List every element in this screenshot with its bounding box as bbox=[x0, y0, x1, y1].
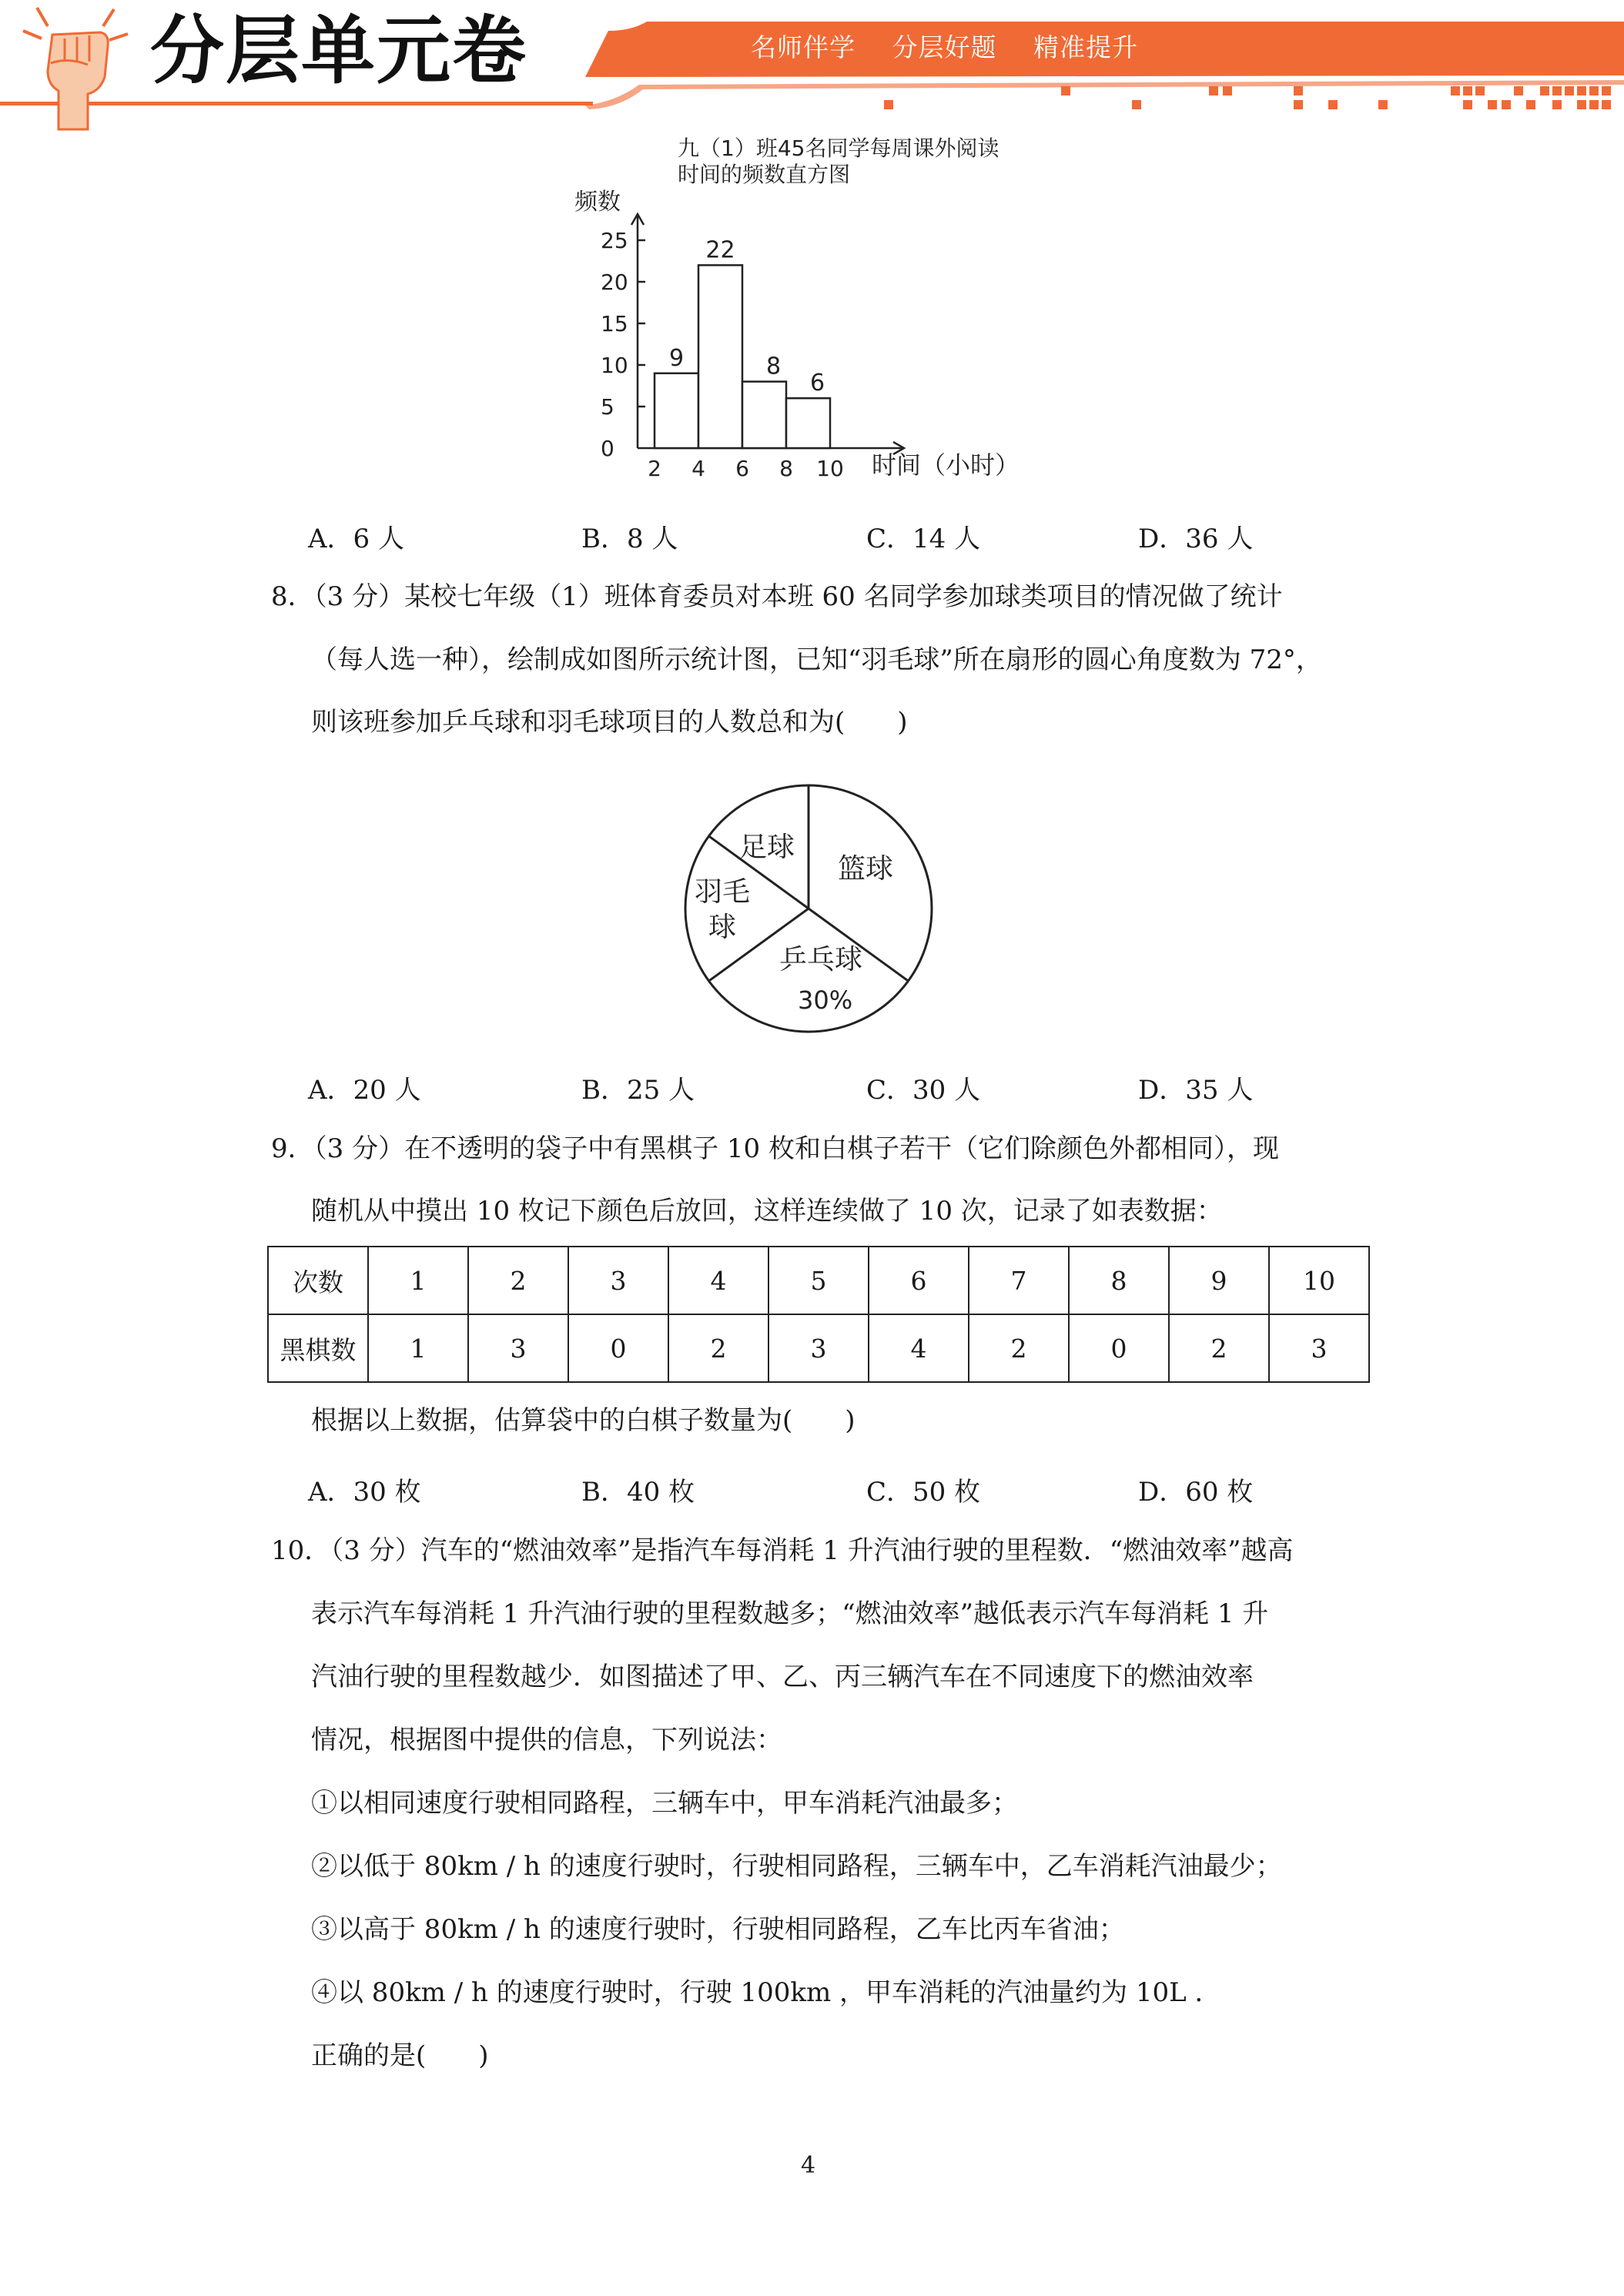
q8-stem-line2: （每人选一种），绘制成如图所示统计图，已知“羽毛球”所在扇形的圆心角度数为 72°， bbox=[311, 644, 1322, 675]
histogram-figure bbox=[570, 132, 1047, 494]
table-cell: 3 bbox=[1269, 1314, 1369, 1382]
q9-stem-line2: 随机从中摸出 10 枚记下颜色后放回，这样连续做了 10 次，记录了如表数据： bbox=[311, 1196, 1223, 1227]
q9-stem-line1: 9．（3 分）在不透明的袋子中有黑棋子 10 枚和白棋子若干（它们除颜色外都相同），现 bbox=[271, 1133, 1279, 1164]
q9-after-table: 根据以上数据，估算袋中的白棋子数量为( ) bbox=[311, 1405, 856, 1436]
page-number: 4 bbox=[801, 2152, 816, 2179]
histogram-bar-label: 22 bbox=[705, 236, 735, 264]
brand-title: 分层单元卷 bbox=[150, 8, 527, 94]
q8-option-a[interactable]: A．20 人 bbox=[308, 1075, 421, 1106]
histogram-ytick-label: 20 bbox=[601, 269, 628, 295]
q7-option-a[interactable]: A．6 人 bbox=[308, 524, 404, 554]
table-row bbox=[268, 1247, 1369, 1314]
histogram-bar bbox=[786, 398, 830, 448]
q9-data-table bbox=[267, 1246, 1370, 1383]
histogram-xtick-label: 2 bbox=[648, 456, 661, 481]
histogram-xtick-label: 4 bbox=[691, 456, 705, 481]
table-cell: 2 bbox=[668, 1314, 768, 1382]
pie-label-basketball: 篮球 bbox=[838, 853, 894, 885]
table-cell: 7 bbox=[969, 1247, 1069, 1314]
table-row-header: 黑棋数 bbox=[268, 1314, 368, 1382]
histogram-xtick-label: 8 bbox=[779, 456, 793, 481]
q7-option-c[interactable]: C．14 人 bbox=[866, 524, 981, 554]
table-cell: 2 bbox=[1169, 1314, 1269, 1382]
histogram-ytick-label: 25 bbox=[601, 228, 628, 253]
fist-logo-icon bbox=[14, 0, 137, 131]
header-slogan bbox=[751, 28, 1166, 64]
pie-label-badminton-1: 羽毛 bbox=[695, 876, 751, 908]
pie-label-badminton-2: 球 bbox=[708, 912, 737, 943]
table-cell: 5 bbox=[768, 1247, 869, 1314]
pie-chart-figure bbox=[678, 778, 939, 1039]
histogram-ytick-label: 0 bbox=[601, 436, 614, 461]
q10-statement-2: ②以低于 80km / h 的速度行驶时，行驶相同路程，三辆车中，乙车消耗汽油最少； bbox=[311, 1851, 1282, 1882]
table-row-header: 次数 bbox=[268, 1247, 368, 1314]
histogram-bar-label: 6 bbox=[809, 370, 825, 397]
slogan-item: 名师伴学 bbox=[751, 32, 856, 62]
pie-label-pingpong-percent: 30% bbox=[798, 986, 853, 1015]
q8-stem-line3: 则该班参加乒乓球和羽毛球项目的人数总和为( ) bbox=[311, 707, 908, 738]
q10-statement-4: ④以 80km / h 的速度行驶时，行驶 100km ，甲车消耗的汽油量约为 10L ． bbox=[311, 1977, 1221, 2008]
table-cell: 3 bbox=[468, 1314, 568, 1382]
q9-option-c[interactable]: C．50 枚 bbox=[866, 1477, 981, 1508]
q8-stem-line1: 8．（3 分）某校七年级（1）班体育委员对本班 60 名同学参加球类项目的情况做了统计 bbox=[271, 581, 1283, 612]
histogram-bar bbox=[742, 382, 786, 448]
histogram-bar bbox=[698, 265, 742, 448]
q9-option-b[interactable]: B．40 枚 bbox=[581, 1477, 695, 1508]
q9-option-a[interactable]: A．30 枚 bbox=[308, 1477, 421, 1508]
histogram-bar-label: 9 bbox=[668, 344, 685, 372]
q8-option-b[interactable]: B．25 人 bbox=[581, 1075, 695, 1106]
table-cell: 1 bbox=[368, 1314, 468, 1382]
table-cell: 0 bbox=[1069, 1314, 1169, 1382]
table-cell: 6 bbox=[869, 1247, 969, 1314]
table-cell: 4 bbox=[869, 1314, 969, 1382]
pie-label-football: 足球 bbox=[739, 832, 795, 863]
table-row bbox=[268, 1314, 1369, 1382]
table-cell: 2 bbox=[969, 1314, 1069, 1382]
table-cell: 3 bbox=[568, 1247, 668, 1314]
q10-stem-line3: 汽油行驶的里程数越少．如图描述了甲、乙、丙三辆汽车在不同速度下的燃油效率 bbox=[311, 1662, 1254, 1692]
q10-stem-line2: 表示汽车每消耗 1 升汽油行驶的里程数越多；“燃油效率”越低表示汽车每消耗 1 升 bbox=[311, 1598, 1269, 1629]
table-cell: 1 bbox=[368, 1247, 468, 1314]
q10-statement-3: ③以高于 80km / h 的速度行驶时，行驶相同路程，乙车比丙车省油； bbox=[311, 1914, 1125, 1945]
q7-option-b[interactable]: B．8 人 bbox=[581, 524, 678, 554]
histogram-title-line2: 时间的频数直方图 bbox=[678, 162, 851, 187]
q9-option-d[interactable]: D．60 枚 bbox=[1138, 1477, 1254, 1508]
q10-stem-line1: 10．（3 分）汽车的“燃油效率”是指汽车每消耗 1 升汽油行驶的里程数．“燃油效率”越高 bbox=[271, 1535, 1294, 1566]
histogram-ytick-label: 10 bbox=[601, 353, 628, 378]
histogram-ytick-label: 15 bbox=[601, 311, 628, 336]
table-cell: 8 bbox=[1069, 1247, 1169, 1314]
q10-answer-prompt: 正确的是( ) bbox=[311, 2040, 489, 2071]
histogram-xlabel: 时间（小时） bbox=[872, 450, 1020, 480]
slogan-item: 分层好题 bbox=[892, 32, 997, 62]
table-cell: 4 bbox=[668, 1247, 768, 1314]
page-header bbox=[0, 0, 1624, 131]
slogan-item: 精准提升 bbox=[1033, 32, 1138, 62]
q10-statement-1: ①以相同速度行驶相同路程，三辆车中，甲车消耗汽油最多； bbox=[311, 1788, 1018, 1819]
table-cell: 2 bbox=[468, 1247, 568, 1314]
histogram-title-line1: 九（1）班45名同学每周课外阅读 bbox=[678, 136, 1000, 161]
histogram-xtick-label: 10 bbox=[816, 456, 844, 481]
table-cell: 3 bbox=[768, 1314, 869, 1382]
table-cell: 9 bbox=[1169, 1247, 1269, 1314]
q8-option-c[interactable]: C．30 人 bbox=[866, 1075, 981, 1106]
histogram-ylabel: 频数 bbox=[574, 189, 621, 216]
histogram-xtick-label: 6 bbox=[735, 456, 749, 481]
q10-stem-line4: 情况，根据图中提供的信息，下列说法： bbox=[311, 1725, 782, 1755]
histogram-bar bbox=[655, 373, 698, 448]
pie-label-pingpong: 乒乓球 bbox=[779, 944, 863, 976]
histogram-bar-label: 8 bbox=[765, 353, 782, 380]
q7-option-d[interactable]: D．36 人 bbox=[1138, 524, 1254, 554]
table-cell: 0 bbox=[568, 1314, 668, 1382]
histogram-ytick-label: 5 bbox=[601, 394, 614, 420]
q8-option-d[interactable]: D．35 人 bbox=[1138, 1075, 1254, 1106]
table-cell: 10 bbox=[1269, 1247, 1369, 1314]
